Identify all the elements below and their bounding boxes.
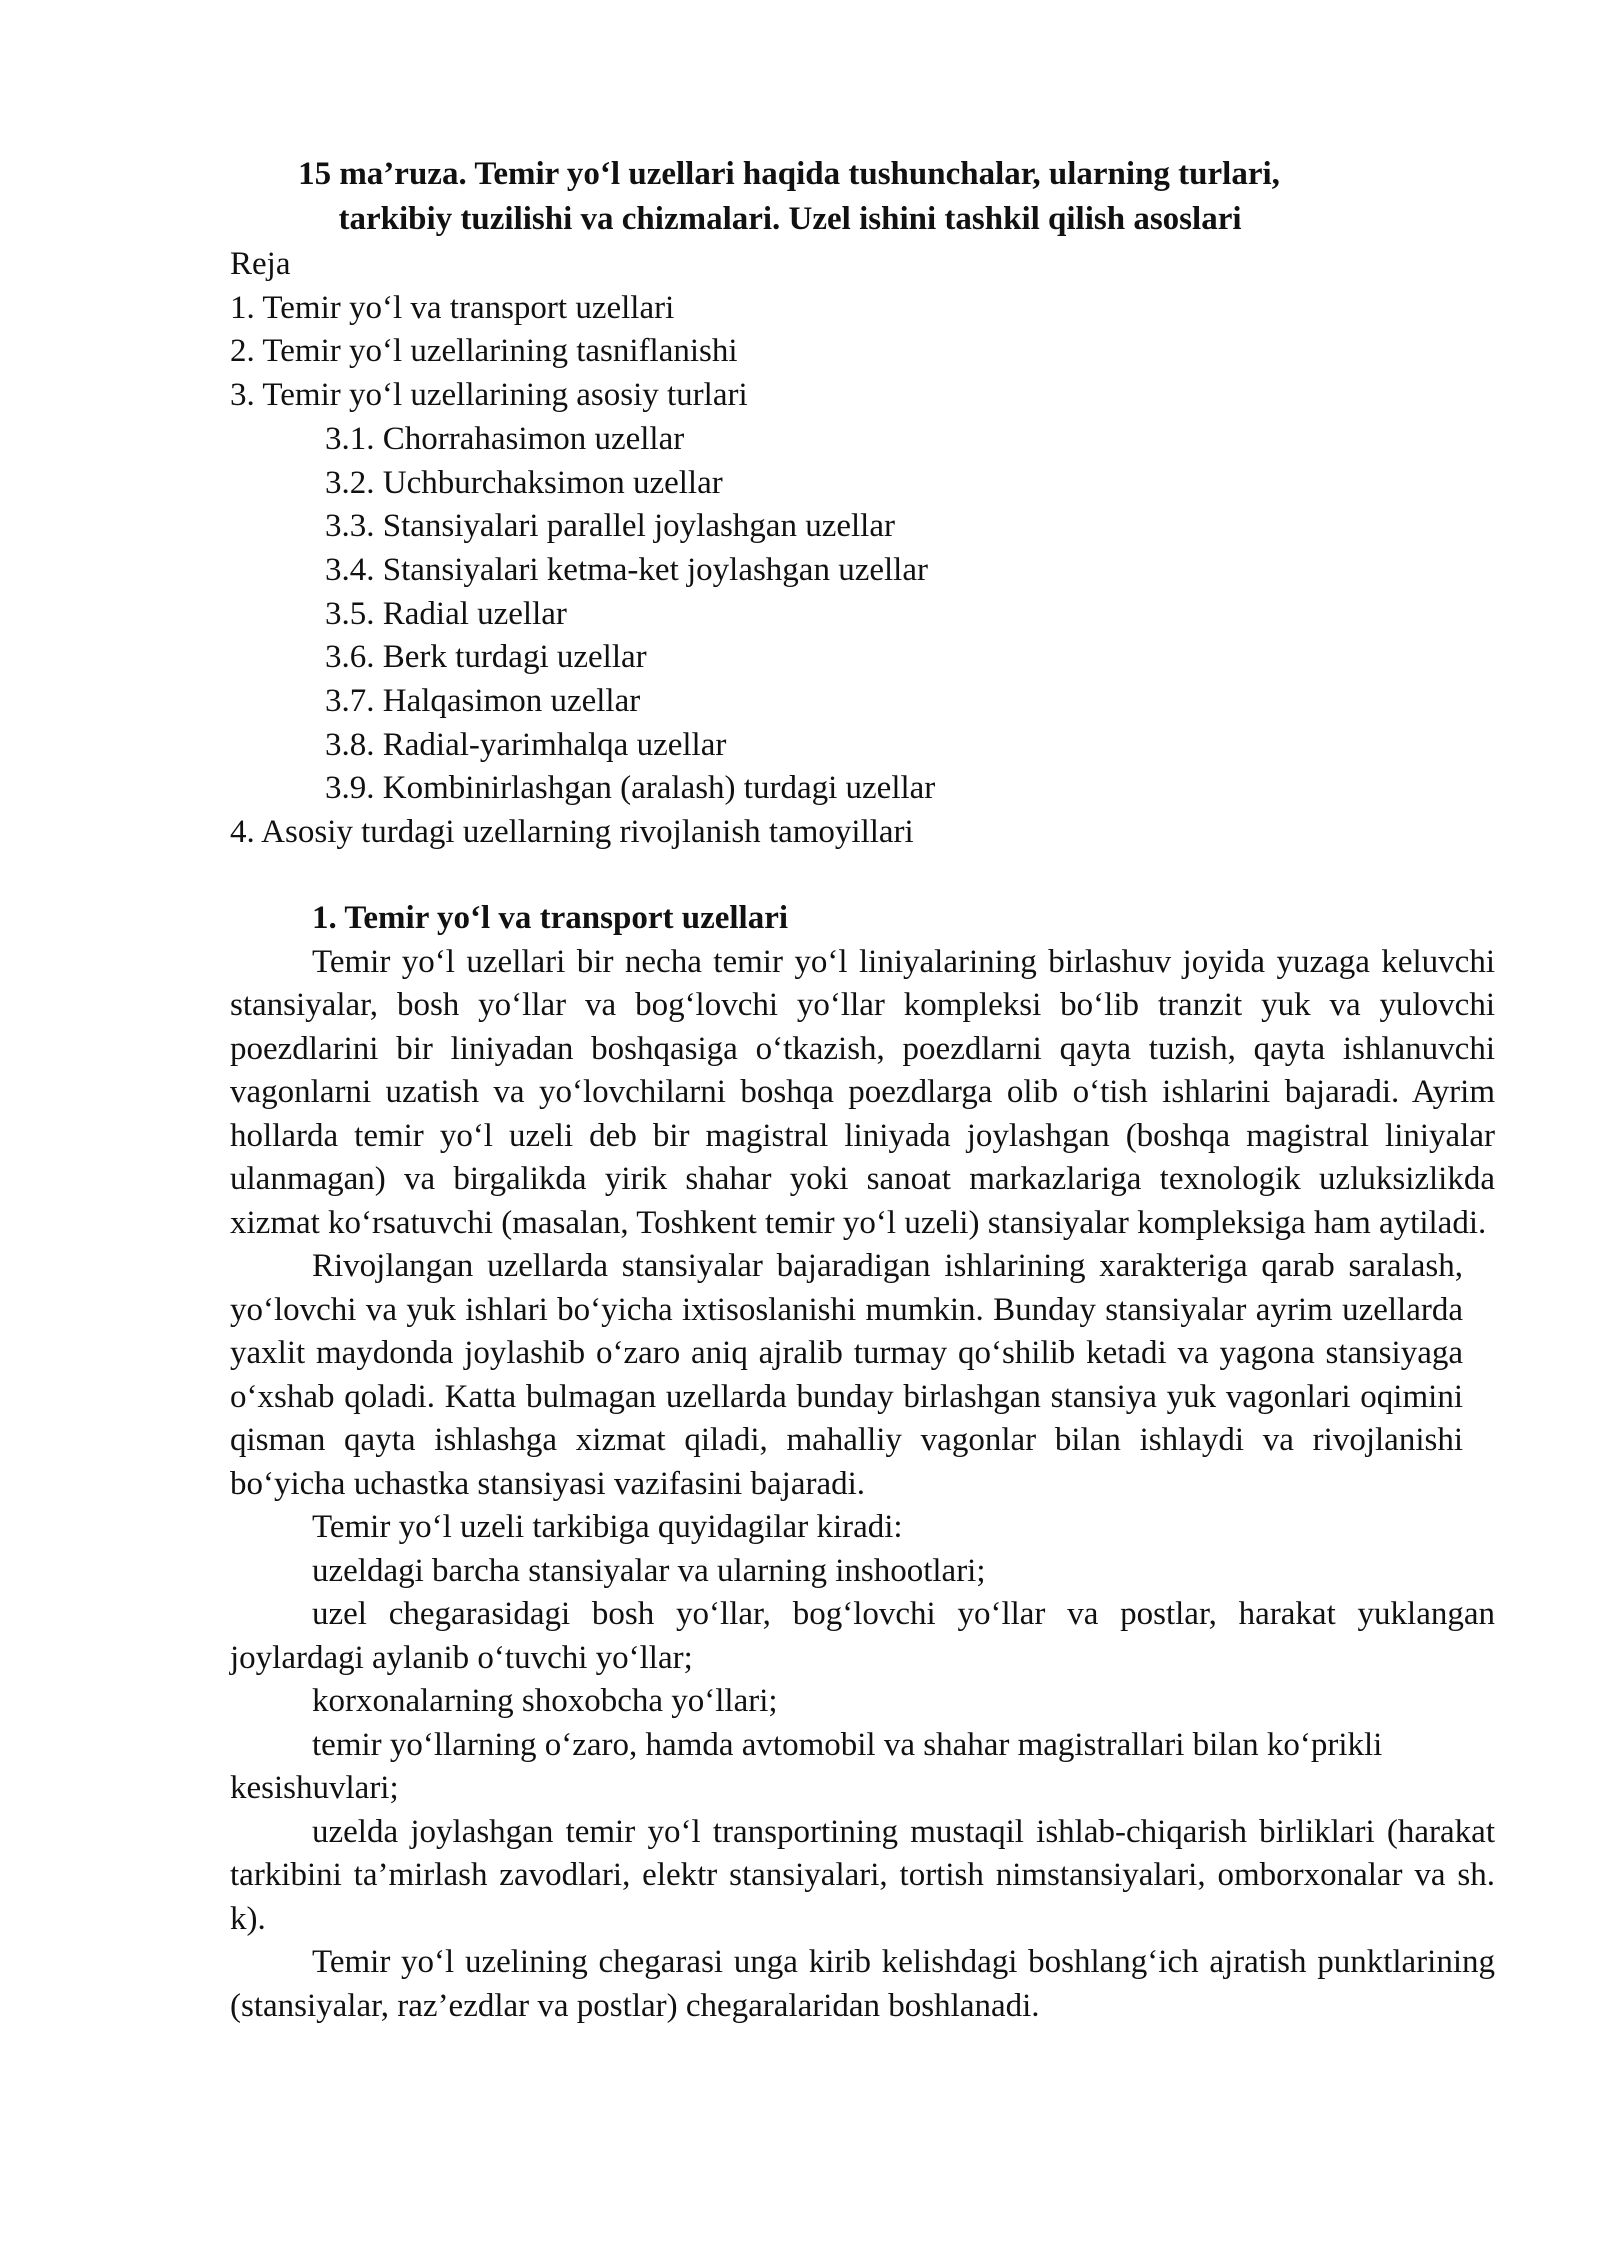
paragraph: Temir yo‘l uzellari bir necha temir yo‘l liniyalarining birlashuv joyida yuzaga keluvchi stansiyalar, bosh yo‘llar va bog‘lovchi yo‘llar kompleksi bo‘lib tranzit yuk va yulovchi poezdlarini bir liniyadan boshqasiga o‘tkazish, poezdlarni qayta tuzish, qayta ishlanuvchi vagonlarni uzatish va yo‘lovchilarni boshqa poezdlarga olib o‘tish ishlarini bajaradi. Ayrim hollarda temir yo‘l uzeli deb bir magistral liniyada joylashgan (boshqa magistral liniyalar ulanmagan) va birgalikda yirik shahar yoki sanoat markazlariga texnologik uzluksizlikda xizmat ko‘rsatuvchi (masalan, Toshkent temir yo‘l uzeli) stansiyalar kompleksiga ham aytiladi. [230, 943, 1495, 1241]
plan-subitem: 3.5. Radial uzellar [325, 595, 567, 632]
section-1 [230, 897, 1495, 2028]
plan-subitem: 3.4. Stansiyalari ketma-ket joylashgan uzellar [325, 551, 928, 588]
plan-subitem: 3.8. Radial-yarimhalqa uzellar [325, 726, 727, 763]
lecture-title-line-2: tarkibiy tuzilishi va chizmalari. Uzel ishini tashkil qilish asoslari [338, 201, 1242, 237]
plan-subitem: 3.6. Berk turdagi uzellar [325, 639, 647, 676]
lecture-title-line-1: 15 ma’ruza. Temir yo‘l uzellari haqida tushunchalar, ularning turlari, [298, 156, 1280, 192]
plan-section [230, 243, 935, 855]
plan-subitem: 3.7. Halqasimon uzellar [325, 683, 641, 720]
list-item: korxonalarning shoxobcha yo‘llari; [312, 1683, 778, 1719]
plan-heading: Reja [230, 246, 291, 282]
plan-subitem: 3.9. Kombinirlashgan (aralash) turdagi uzellar [325, 770, 936, 807]
lecture-title [0, 152, 1600, 242]
paragraph: Temir yo‘l uzeli tarkibiga quyidagilar kiradi: [312, 1509, 903, 1545]
plan-item: 2. Temir yo‘l uzellarining tasniflanishi [230, 333, 738, 370]
list-item: uzeldagi barcha stansiyalar va ularning inshootlari; [312, 1552, 986, 1589]
plan-item: 4. Asosiy turdagi uzellarning rivojlanish tamoyillari [230, 814, 914, 851]
plan-subitem: 3.1. Chorrahasimon uzellar [325, 420, 685, 457]
plan-item: 1. Temir yo‘l va transport uzellari [230, 289, 675, 326]
plan-item: 3. Temir yo‘l uzellarining asosiy turlari [230, 377, 748, 414]
plan-subitem: 3.2. Uchburchaksimon uzellar [325, 464, 723, 501]
plan-subitem: 3.3. Stansiyalari parallel joylashgan uzellar [325, 508, 895, 545]
section-1-heading: 1. Temir yo‘l va transport uzellari [312, 900, 789, 936]
list-item: uzel chegarasidagi bosh yo‘llar, bog‘lovchi yo‘llar va postlar, harakat yuklangan joylardagi aylanib o‘tuvchi yo‘llar; [230, 1596, 1495, 1676]
paragraph: Rivojlangan uzellarda stansiyalar bajaradigan ishlarining xarakteriga qarab saralash, yo‘lovchi va yuk ishlari bo‘yicha ixtisoslanishi mumkin. Bunday stansiyalar ayrim uzellarda yaxlit maydonda joylashib o‘zaro aniq ajralib turmay qo‘shilib ketadi va yagona stansiyaga o‘xshab qoladi. Katta bulmagan uzellarda bunday birlashgan stansiya yuk vagonlari oqimini qisman qayta ishlashga xizmat qiladi, mahalliy vagonlar bilan ishlaydi va rivojlanishi bo‘yicha uchastka stansiyasi vazifasini bajaradi. [230, 1248, 1463, 1502]
paragraph: Temir yo‘l uzelining chegarasi unga kirib kelishdagi boshlang‘ich ajratish punktlarining (stansiyalar, raz’ezdlar va postlar) chegaralaridan boshlanadi. [230, 1944, 1495, 2024]
list-item: temir yo‘llarning o‘zaro, hamda avtomobil va shahar magistrallari bilan ko‘prikli kesishuvlari; [230, 1726, 1383, 1806]
list-item: uzelda joylashgan temir yo‘l transportining mustaqil ishlab-chiqarish birliklari (harakat tarkibini ta’mirlash zavodlari, elektr stansiyalari, tortish nimstansiyalari, omborxonalar va sh. k). [230, 1813, 1495, 1937]
